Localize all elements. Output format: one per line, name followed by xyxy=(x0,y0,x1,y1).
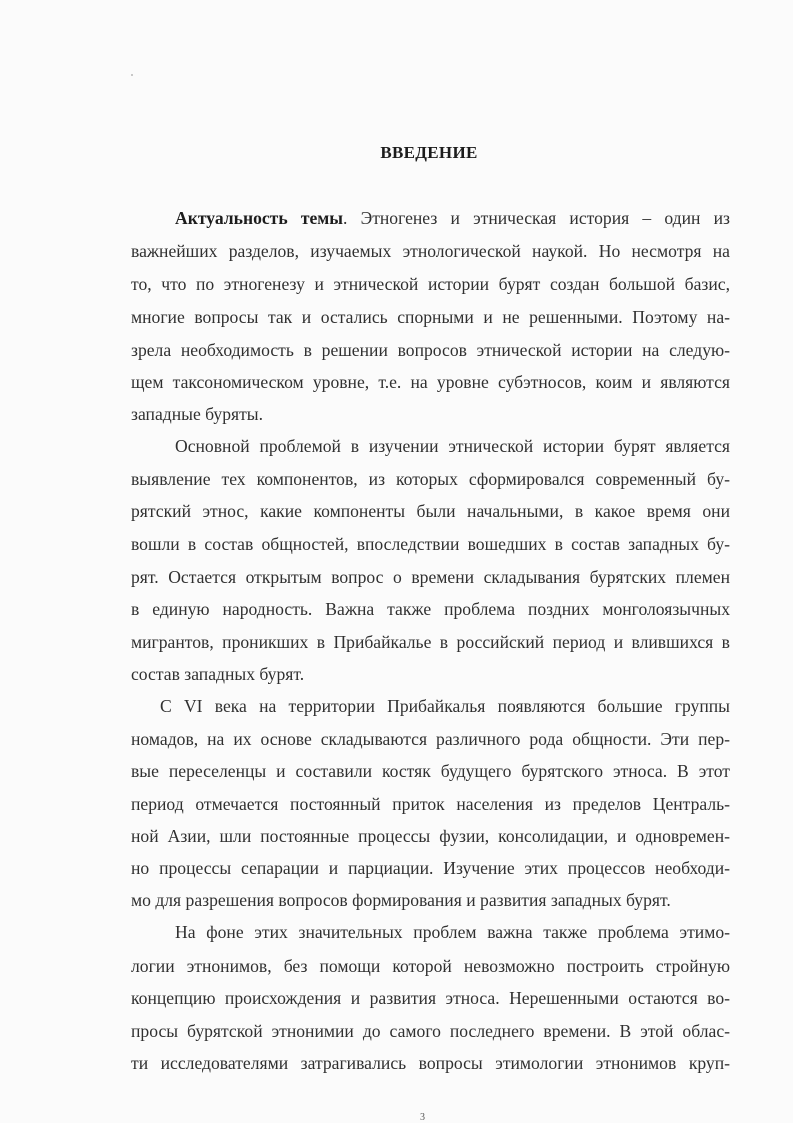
paragraph-line: ной Азии, шли постоянные процессы фузии, консолидации, и одновремен- xyxy=(131,826,730,846)
paragraph-line: выявление тех компонентов, из которых сформировался современный бу- xyxy=(131,469,730,489)
paragraph-line: многие вопросы так и остались спорными и не решенными. Поэтому на- xyxy=(131,307,730,327)
paragraph-line xyxy=(175,207,730,229)
paragraph-line: то, что по этногенезу и этнической истории бурят создан большой базис, xyxy=(131,274,730,294)
paragraph-line: С VI века на территории Прибайкалья появляются большие группы xyxy=(160,696,730,716)
paragraph-line: состав западных бурят. xyxy=(131,664,305,684)
page-title: ВВЕДЕНИЕ xyxy=(380,143,478,162)
paragraph-line: номадов, на их основе складываются различного рода общности. Эти пер- xyxy=(131,729,730,749)
paragraph-line: период отмечается постоянный приток населения из пределов Централь- xyxy=(131,794,730,814)
lead-bold-text: Актуальность темы xyxy=(175,208,343,228)
paragraph-line: рятский этнос, какие компоненты были начальными, в какое время они xyxy=(131,501,730,521)
paragraph-line: ти исследователями затрагивались вопросы этимологии этнонимов круп- xyxy=(131,1053,730,1073)
paragraph-line: западные буряты. xyxy=(131,404,264,424)
paragraph-line: рят. Остается открытым вопрос о времени складывания бурятских племен xyxy=(131,567,730,587)
paragraph-line: концепцию происхождения и развития этноса. Нерешенными остаются во- xyxy=(131,988,730,1008)
scan-speck xyxy=(131,74,133,76)
paragraph-line: логии этнонимов, без помощи которой невозможно построить стройную xyxy=(131,956,730,976)
paragraph-line: мигрантов, проникших в Прибайкалье в российский период и влившихся в xyxy=(131,632,730,652)
paragraph-line: просы бурятской этнонимии до самого последнего времени. В этой облас- xyxy=(131,1021,730,1041)
paragraph-line: важнейших разделов, изучаемых этнологической наукой. Но несмотря на xyxy=(131,241,730,261)
paragraph-line: в единую народность. Важна также проблема поздних монголоязычных xyxy=(131,599,730,619)
paragraph-line: но процессы сепарации и парциации. Изучение этих процессов необходи- xyxy=(131,858,730,878)
paragraph-line: Основной проблемой в изучении этнической истории бурят является xyxy=(175,436,730,456)
paragraph-line: мо для разрешения вопросов формирования и развития западных бурят. xyxy=(131,890,671,910)
paragraph-line: щем таксономическом уровне, т.е. на уровне субэтносов, коим и являются xyxy=(131,372,730,392)
lead-line-text: . Этногенез и этническая история – один из xyxy=(343,208,730,228)
paragraph-line: вошли в состав общностей, впоследствии вошедших в состав западных бу- xyxy=(131,534,730,554)
paragraph-line: зрела необходимость в решении вопросов этнической истории на следую- xyxy=(131,340,730,360)
page-number: 3 xyxy=(420,1112,425,1123)
paragraph-line: вые переселенцы и составили костяк будущего бурятского этноса. В этот xyxy=(131,761,730,781)
paragraph-line: На фоне этих значительных проблем важна также проблема этимо- xyxy=(175,922,730,942)
